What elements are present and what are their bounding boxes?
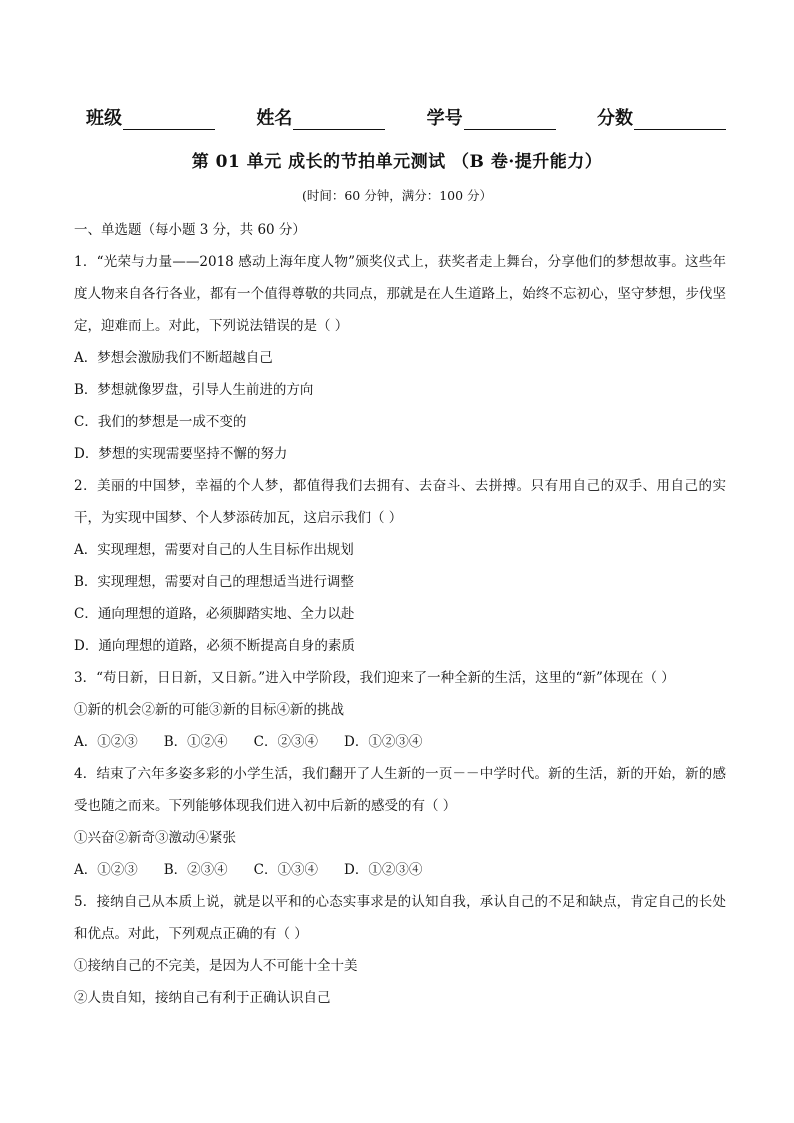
question-4-option-a[interactable]: A．①②③ [74,862,138,878]
question-1-option-c[interactable]: C．我们的梦想是一成不变的 [74,414,247,430]
question-4-option-b[interactable]: B．②③④ [163,862,228,878]
question-3-items: ①新的机会②新的可能③新的目标④新的挑战 [74,702,344,718]
name-blank[interactable] [293,111,385,130]
section-heading: 一、单选题（每小题 3 分，共 60 分） [74,222,306,238]
question-3-stem: 3．“苟日新，日日新，又日新。”进入中学阶段，我们迎来了一种全新的生活，这里的“新”体现在（ ） [74,670,675,686]
question-2-option-b[interactable]: B．实现理想，需要对自己的理想适当进行调整 [74,574,354,590]
score-label: 分数 [596,108,633,129]
question-1-option-b[interactable]: B．梦想就像罗盘，引导人生前进的方向 [74,382,314,398]
question-5-item-1: ①接纳自己的不完美，是因为人不可能十全十美 [74,958,358,974]
question-3-options [74,726,726,758]
exam-content [74,214,726,1014]
question-4-items: ①兴奋②新奇③激动④紧张 [74,830,236,846]
question-2-option-c[interactable]: C．通向理想的道路，必须脚踏实地、全力以赴 [74,606,355,622]
question-1-option-a[interactable]: A．梦想会激励我们不断超越自己 [74,350,273,366]
class-blank[interactable] [123,111,215,130]
exam-subtitle: (时间：60 分钟，满分：100 分） [301,188,493,203]
class-field [86,104,215,130]
student-id-field [427,104,556,130]
name-field [256,104,385,130]
student-id-blank[interactable] [464,111,556,130]
student-id-label: 学号 [426,108,463,129]
question-2-stem: 2．美丽的中国梦，幸福的个人梦，都值得我们去拥有、去奋斗、去拼搏。只有用自己的双手、用自己的实干，为实现中国梦、个人梦添砖加瓦，这启示我们（ ） [74,478,726,526]
question-3-option-a[interactable]: A．①②③ [74,734,138,750]
score-field [597,104,726,130]
question-5-item-2: ②人贵自知，接纳自己有利于正确认识自己 [74,990,331,1006]
question-4-options [74,854,726,886]
question-1-option-d[interactable]: D．梦想的实现需要坚持不懈的努力 [74,446,288,462]
question-2-option-d[interactable]: D．通向理想的道路，必须不断提高自身的素质 [74,638,355,654]
question-4-option-c[interactable]: C．①③④ [253,862,319,878]
question-4-option-d[interactable]: D．①②③④ [344,862,423,878]
question-3-option-d[interactable]: D．①②③④ [344,734,423,750]
name-label: 姓名 [256,108,293,129]
question-2-option-a[interactable]: A．实现理想，需要对自己的人生目标作出规划 [74,542,354,558]
question-5-stem: 5．接纳自己从本质上说，就是以平和的心态实事求是的认知自我，承认自己的不足和缺点，肯定自己的长处和优点。对此，下列观点正确的有（ ） [74,894,726,942]
question-3-option-c[interactable]: C．②③④ [253,734,319,750]
score-blank[interactable] [634,111,726,130]
student-info-row [86,104,726,130]
question-3-option-b[interactable]: B．①②④ [163,734,228,750]
question-1-stem: 1．“光荣与力量——2018 感动上海年度人物”颁奖仪式上，获奖者走上舞台，分享他们的梦想故事。这些年度人物来自各行各业，都有一个值得尊敬的共同点，那就是在人生道路上，始终不忘初心，坚守梦想，步伐坚定，迎难而上。对此，下列说法错误的是（ ） [74,254,726,334]
exam-title: 第 01 单元 成长的节拍单元测试 （B 卷·提升能力） [191,152,603,172]
class-label: 班级 [86,108,122,129]
question-4-stem: 4．结束了六年多姿多彩的小学生活，我们翻开了人生新的一页－－中学时代。新的生活，新的开始，新的感受也随之而来。下列能够体现我们进入初中后新的感受的有（ ） [74,766,726,814]
